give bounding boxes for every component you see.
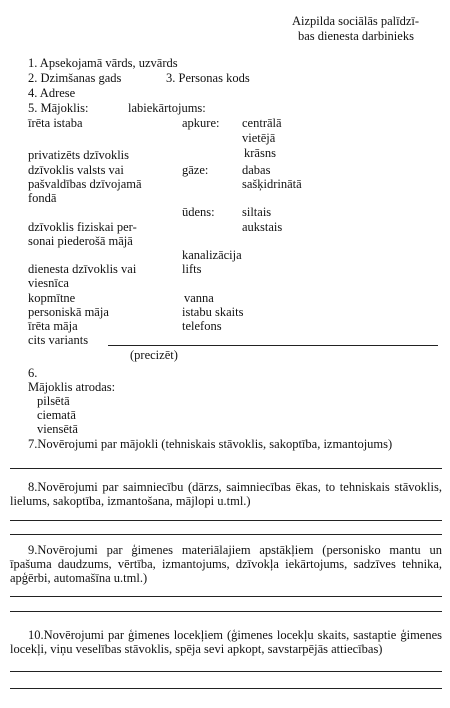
location-number: 6. (28, 366, 38, 380)
housing-private-line-2: sonai piederošā mājā (28, 234, 133, 248)
specify-note: (precizēt) (130, 348, 178, 362)
housing-other: cits variants (28, 333, 89, 347)
heating-local: vietējā (242, 131, 276, 145)
observation-10-line-2[interactable] (10, 688, 442, 689)
observation-9-line-1[interactable] (10, 596, 442, 597)
observation-7-label: 7.Novērojumi par mājokli (tehniskais stāvoklis, sakoptība, izmantojums) (28, 437, 393, 451)
water-cold: aukstais (242, 220, 283, 234)
amenities-label: labiekārtojums: (128, 101, 206, 115)
gas-label: gāze: (182, 163, 209, 177)
observation-7-line[interactable] (10, 468, 442, 469)
lift: lifts (182, 262, 202, 276)
location-label: Mājoklis atrodas: (28, 380, 116, 394)
header-line-2: bas dienesta darbinieks (298, 29, 414, 43)
housing-dorm: kopmītne (28, 291, 76, 305)
field-name-label: 1. Apsekojamā vārds, uzvārds (28, 56, 178, 70)
housing-service-line-2: viesnīca (28, 276, 69, 290)
observation-8-line-1[interactable] (10, 520, 442, 521)
field-address-label: 4. Adrese (28, 86, 76, 100)
water-label: ūdens: (182, 205, 215, 219)
housing-private-line-1: dzīvoklis fiziskai per- (28, 220, 137, 234)
field-housing-label: 5. Mājoklis: (28, 101, 89, 115)
housing-state-line-3: fondā (28, 191, 57, 205)
housing-own-house: personiskā māja (28, 305, 109, 319)
housing-state-line-1: dzīvoklis valsts vai (28, 163, 124, 177)
housing-privatized: privatizēts dzīvoklis (28, 148, 130, 162)
observation-8-label: 8.Novērojumi par saimniecību (dārzs, saimniecības ēkas, to tehniskais stāvoklis, lielums, sakoptība, izmantošana, mājlopi u.tml.) (10, 480, 442, 508)
observation-10-label: 10.Novērojumi par ģimenes locekļiem (ģimenes locekļu skaits, sastaptie ģimenes locekļi, viņu veselības stāvoklis, spēja sevi apkopt, savstarpējās attiecības) (10, 628, 442, 656)
bath: vanna (184, 291, 214, 305)
water-warm: siltais (242, 205, 272, 219)
location-village: viensētā (37, 422, 78, 436)
field-personal-code-label: 3. Personas kods (166, 71, 250, 85)
observation-9-label: 9.Novērojumi par ģimenes materiālajiem apstākļiem (personisko mantu un īpašuma daudzums, vērtība, izmantojums, dzīvokļa iekārtojums, sadzīves tehnika, apģērbi, automašīna u.tml.) (10, 543, 442, 585)
housing-rented-house: īrēta māja (28, 319, 78, 333)
gas-natural: dabas (242, 163, 271, 177)
other-variant-line[interactable] (108, 345, 438, 346)
location-town: ciematā (37, 408, 76, 422)
location-city: pilsētā (37, 394, 70, 408)
header-line-1: Aizpilda sociālās palīdzī- (292, 14, 420, 28)
observation-8-line-2[interactable] (10, 534, 442, 535)
rooms-count: istabu skaits (182, 305, 244, 319)
heating-central: centrālā (242, 116, 282, 130)
sewerage: kanalizācija (182, 248, 242, 262)
housing-state-line-2: pašvaldības dzīvojamā (28, 177, 142, 191)
phone: telefons (182, 319, 222, 333)
observation-10-line-1[interactable] (10, 671, 442, 672)
heating-stove: krāsns (244, 146, 276, 160)
observation-9-line-2[interactable] (10, 611, 442, 612)
field-birth-year-label: 2. Dzimšanas gads (28, 71, 122, 85)
housing-rented-room: īrēta istaba (28, 116, 83, 130)
heating-label: apkure: (182, 116, 220, 130)
gas-liquefied: sašķidrinātā (242, 177, 302, 191)
housing-service-line-1: dienesta dzīvoklis vai (28, 262, 137, 276)
